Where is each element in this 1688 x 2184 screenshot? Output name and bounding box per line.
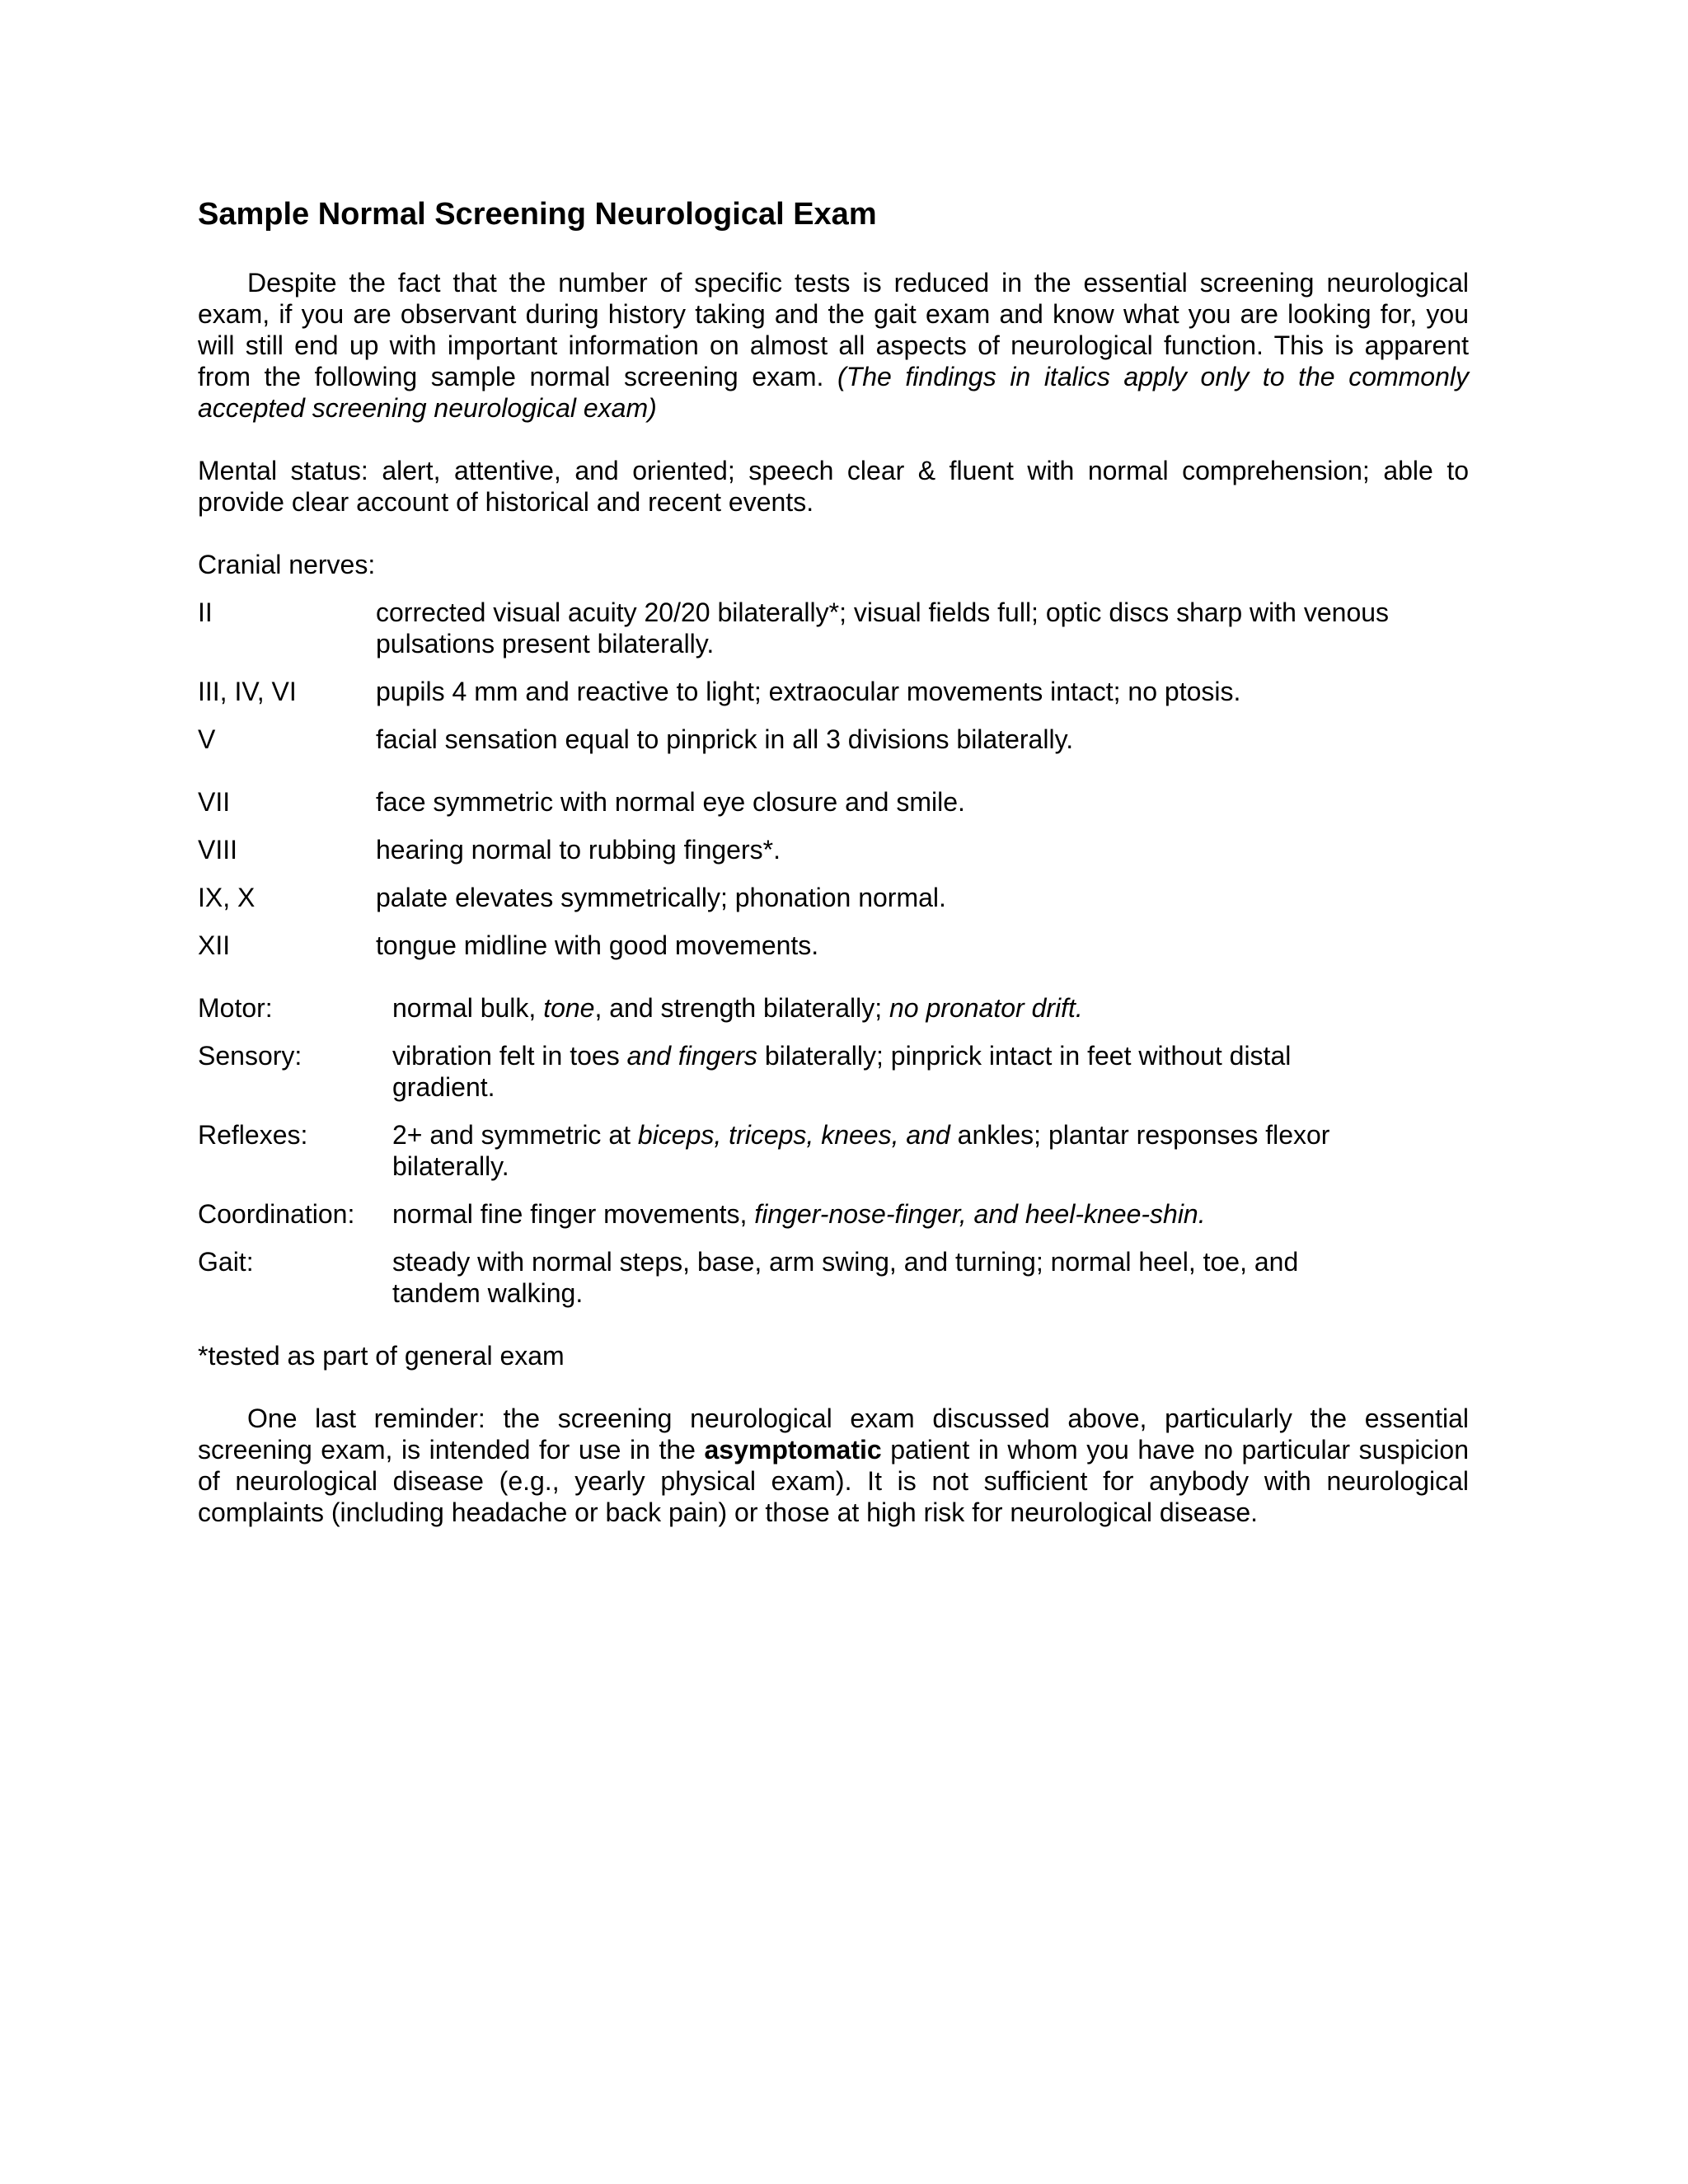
closing-text: patient in whom you have no particular suspicion of neurological disease (e.g., yearly physical exam). It is not sufficient for anybody with neurological complaints (including headache or back pain) or those at high risk for neurological disease. [198,1435,1470,1527]
cranial-nerve-finding: tongue midline with good movements. [376,930,819,960]
finding-text: 2+ and symmetric at [392,1120,638,1150]
exam-section-sensory [198,1040,1469,1103]
cranial-nerve-finding: face symmetric with normal eye closure and smile. [376,787,965,817]
closing-text: One last reminder: the screening neurological exam discussed above, particularly the essential screening exam, is intended for use in the [198,1404,1469,1465]
exam-section-reflexes [198,1119,1469,1182]
cranial-nerve-label: II [198,598,213,627]
section-label: Gait: [198,1247,254,1277]
finding-text: normal bulk, [392,993,544,1023]
cranial-nerve-row [198,834,1469,865]
cranial-nerve-finding: corrected visual acuity 20/20 bilaterally*; visual fields full; optic discs sharp with venous pulsations present bilaterally. [376,598,1390,658]
section-finding [392,1040,1469,1103]
finding-text: bilaterally; pinprick intact in feet without distal gradient. [392,1041,1292,1102]
cranial-nerve-label: IX, X [198,883,256,912]
intro-text: Despite the fact that the number of specific tests is reduced in the essential screening neurological exam, if you are observant during history taking and the gait exam and know what you are looking for, you will still end up with important information on almost all aspects of neurological function. This is apparent from the following sample normal screening exam. [198,268,1469,391]
section-finding: steady with normal steps, base, arm swing, and turning; normal heel, toe, and tandem walking. [392,1247,1299,1308]
closing-paragraph [198,1403,1469,1528]
mental-status-paragraph: Mental status: alert, attentive, and oriented; speech clear & fluent with normal comprehension; able to provide clear account of historical and recent events. [198,456,1469,517]
cranial-nerve-row [198,597,1469,659]
section-finding [392,1119,1469,1182]
section-label: Reflexes: [198,1120,308,1150]
section-label: Motor: [198,993,273,1023]
finding-text: normal fine finger movements, [392,1199,755,1229]
finding-text: ankles; plantar responses flexor bilaterally. [392,1120,1330,1181]
exam-section-coordination [198,1198,1469,1230]
cranial-nerves-heading: Cranial nerves: [198,550,376,579]
exam-section-gait [198,1246,1469,1309]
section-finding [392,1198,1469,1230]
finding-italic: and fingers [626,1041,757,1071]
cranial-nerve-label: VII [198,787,231,817]
cranial-nerve-row [198,930,1469,961]
intro-italic-note: (The findings in italics apply only to the commonly accepted screening neurological exam) [198,362,1470,423]
document-page [198,194,1469,1528]
intro-paragraph [198,267,1469,424]
cranial-nerve-finding: facial sensation equal to pinprick in all 3 divisions bilaterally. [376,724,1074,754]
cranial-nerve-finding: palate elevates symmetrically; phonation normal. [376,883,946,912]
cranial-nerve-row [198,882,1469,913]
cranial-nerve-row [198,676,1469,707]
footnote: *tested as part of general exam [198,1341,565,1371]
cranial-nerve-finding: pupils 4 mm and reactive to light; extraocular movements intact; no ptosis. [376,677,1241,706]
cranial-nerve-label: V [198,724,216,754]
document-title: Sample Normal Screening Neurological Exam [198,197,877,232]
cranial-nerve-label: VIII [198,835,238,865]
finding-text: , and strength bilaterally; [594,993,889,1023]
finding-italic: biceps, triceps, knees, and [637,1120,950,1150]
finding-italic: finger-nose-finger, and heel-knee-shin. [754,1199,1206,1229]
section-label: Coordination: [198,1199,355,1229]
cranial-nerve-label: III, IV, VI [198,677,297,706]
cranial-nerve-finding: hearing normal to rubbing fingers*. [376,835,781,865]
finding-italic: no pronator drift. [889,993,1083,1023]
cranial-nerve-row [198,724,1469,755]
cranial-nerve-label: XII [198,930,231,960]
closing-bold-term: asymptomatic [704,1435,882,1465]
finding-text: vibration felt in toes [392,1041,627,1071]
cranial-nerve-row [198,786,1469,818]
section-label: Sensory: [198,1041,302,1071]
exam-section-motor [198,992,1469,1024]
section-finding [392,992,1469,1024]
finding-italic: tone [543,993,595,1023]
